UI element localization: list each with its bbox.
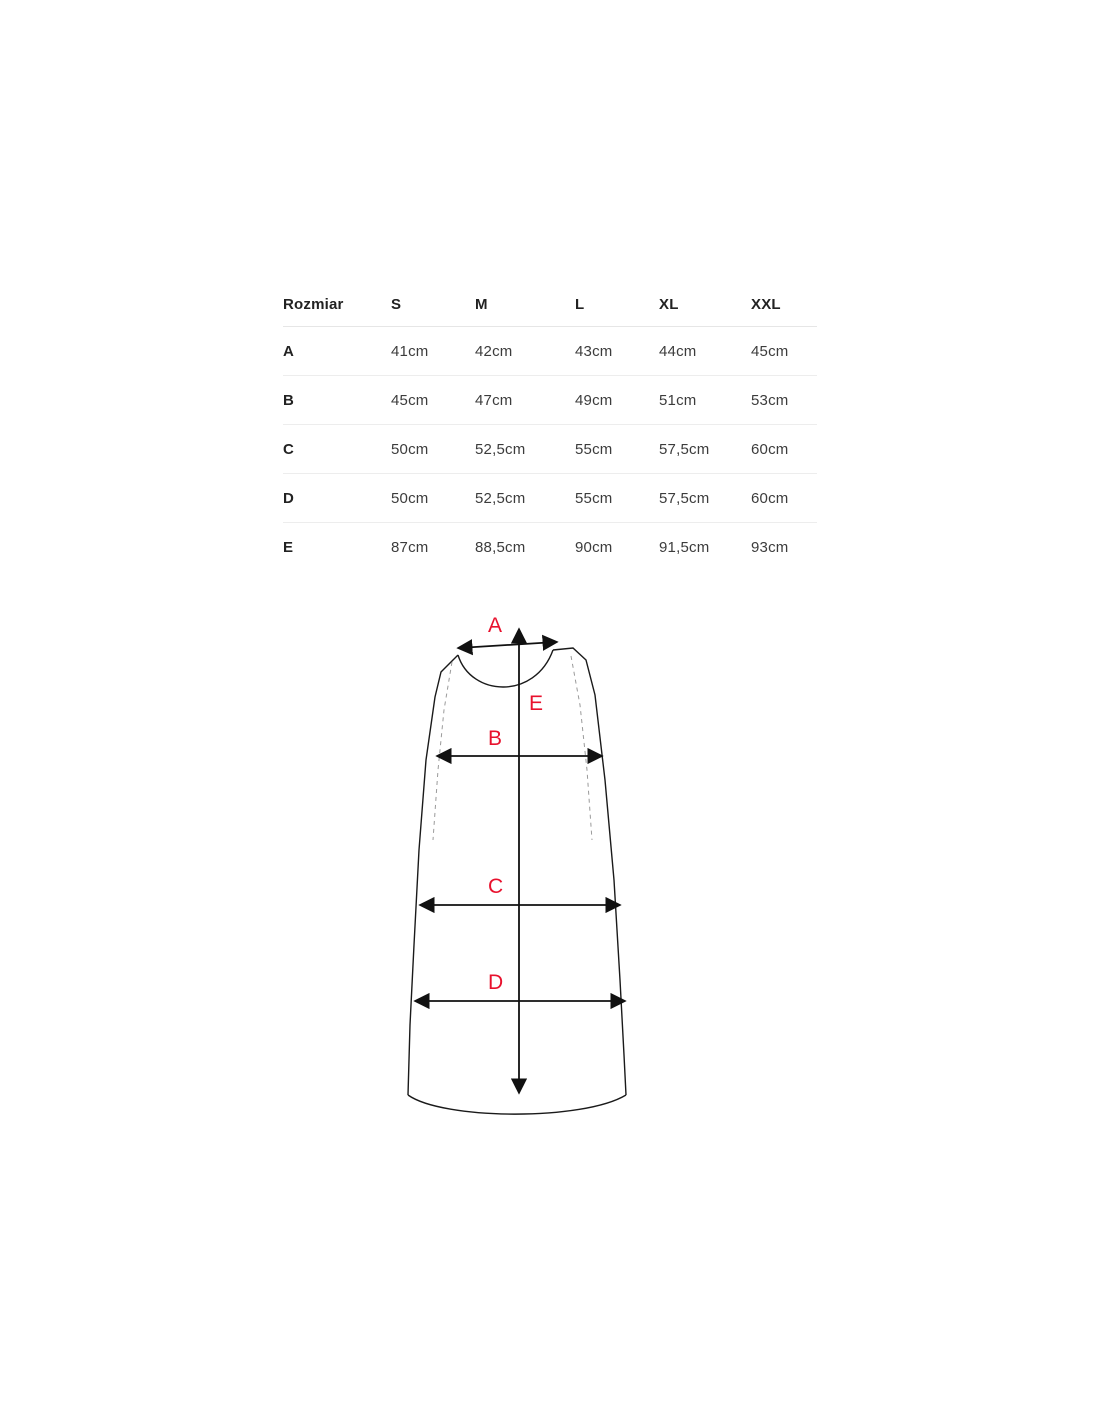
- column-header-m: M: [475, 282, 575, 327]
- row-label-b: B: [283, 391, 295, 409]
- cell-e-m: 88,5cm: [475, 538, 526, 556]
- cell-e-xl: 91,5cm: [659, 538, 710, 556]
- cell-e-xxl: 93cm: [751, 538, 789, 556]
- cell-d-s: 50cm: [391, 489, 429, 507]
- cell-c-xl: 57,5cm: [659, 440, 710, 458]
- garment-outline-icon: [408, 648, 626, 1114]
- row-label-e: E: [283, 538, 294, 556]
- dimension-label-e: E: [529, 692, 544, 715]
- cell-c-s: 50cm: [391, 440, 429, 458]
- cell-a-s: 41cm: [391, 342, 429, 360]
- cell-d-m: 52,5cm: [475, 489, 526, 507]
- cell-b-m: 47cm: [475, 391, 513, 409]
- row-label-c: C: [283, 440, 295, 458]
- table-row: [283, 474, 817, 523]
- dimension-label-d: D: [488, 971, 504, 994]
- cell-a-xxl: 45cm: [751, 342, 789, 360]
- column-header-s: S: [391, 282, 475, 327]
- cell-d-xl: 57,5cm: [659, 489, 710, 507]
- cell-a-l: 43cm: [575, 342, 613, 360]
- size-table-header: [283, 282, 817, 327]
- column-header-xl: XL: [659, 282, 751, 327]
- cell-b-xl: 51cm: [659, 391, 697, 409]
- row-label-d: D: [283, 489, 295, 507]
- size-table: [283, 282, 817, 571]
- cell-e-l: 90cm: [575, 538, 613, 556]
- garment-seam-guides-icon: [433, 656, 592, 840]
- measure-line-a: [459, 642, 556, 648]
- table-header-row: [283, 282, 817, 327]
- cell-a-xl: 44cm: [659, 342, 697, 360]
- row-label-a: A: [283, 342, 295, 360]
- garment-measurement-diagram: [283, 600, 817, 1140]
- dimension-label-c: C: [488, 875, 504, 898]
- size-chart-section: [283, 282, 817, 571]
- cell-d-xxl: 60cm: [751, 489, 789, 507]
- cell-b-xxl: 53cm: [751, 391, 789, 409]
- cell-d-l: 55cm: [575, 489, 613, 507]
- cell-b-s: 45cm: [391, 391, 429, 409]
- cell-e-s: 87cm: [391, 538, 429, 556]
- dimension-label-b: B: [488, 727, 503, 750]
- table-row: [283, 376, 817, 425]
- size-table-body: [283, 327, 817, 572]
- table-row: [283, 425, 817, 474]
- cell-a-m: 42cm: [475, 342, 513, 360]
- column-header-xxl: XXL: [751, 282, 817, 327]
- column-header-l: L: [575, 282, 659, 327]
- dimension-label-a: A: [488, 614, 503, 637]
- cell-c-l: 55cm: [575, 440, 613, 458]
- cell-c-m: 52,5cm: [475, 440, 526, 458]
- cell-b-l: 49cm: [575, 391, 613, 409]
- table-row: [283, 327, 817, 376]
- table-row: [283, 523, 817, 572]
- column-header-rozmiar: Rozmiar: [283, 282, 391, 327]
- cell-c-xxl: 60cm: [751, 440, 789, 458]
